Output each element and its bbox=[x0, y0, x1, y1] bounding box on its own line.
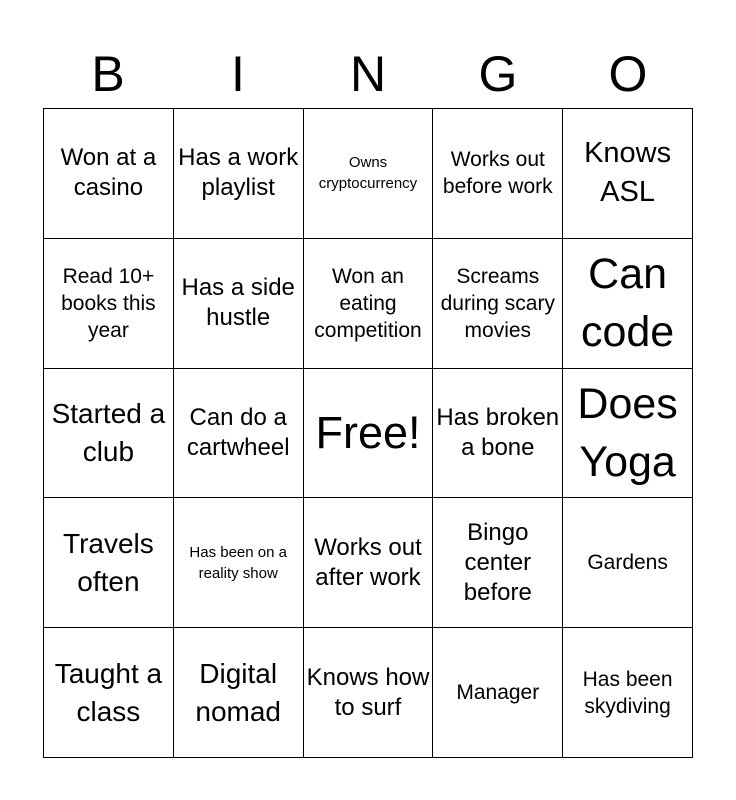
bingo-cell[interactable] bbox=[433, 628, 563, 758]
cell-text: Manager bbox=[456, 681, 540, 705]
cell-text: Knows ASL bbox=[584, 137, 672, 209]
cell-text: Bingo center before bbox=[463, 518, 532, 606]
bingo-cell[interactable] bbox=[433, 239, 563, 369]
cell-text: Read 10+ books this year bbox=[61, 264, 156, 342]
bingo-cell[interactable] bbox=[563, 369, 693, 499]
header-letter-g: G bbox=[478, 46, 518, 102]
bingo-cell[interactable] bbox=[563, 109, 693, 239]
cell-text: Owns cryptocurrency bbox=[318, 154, 418, 193]
bingo-cell[interactable] bbox=[304, 239, 434, 369]
header-letter-o: O bbox=[608, 46, 648, 102]
bingo-cell[interactable] bbox=[433, 498, 563, 628]
bingo-grid bbox=[43, 108, 693, 758]
cell-text: Screams during scary movies bbox=[440, 264, 555, 342]
cell-text: Gardens bbox=[587, 551, 668, 575]
cell-text: Won an eating competition bbox=[314, 264, 422, 342]
bingo-cell[interactable] bbox=[44, 369, 174, 499]
bingo-cell[interactable] bbox=[44, 628, 174, 758]
cell-text: Has broken a bone bbox=[436, 403, 560, 461]
bingo-cell[interactable] bbox=[433, 369, 563, 499]
cell-text: Knows how to surf bbox=[306, 663, 430, 721]
free-space-text: Free! bbox=[315, 406, 421, 458]
bingo-cell[interactable] bbox=[174, 498, 304, 628]
bingo-cell[interactable] bbox=[563, 498, 693, 628]
cell-text: Digital nomad bbox=[195, 657, 281, 727]
bingo-cell[interactable] bbox=[433, 109, 563, 239]
bingo-cell[interactable] bbox=[174, 369, 304, 499]
bingo-cell[interactable] bbox=[174, 239, 304, 369]
bingo-cell[interactable] bbox=[44, 498, 174, 628]
cell-text: Works out after work bbox=[314, 533, 422, 591]
cell-text: Has a work playlist bbox=[178, 144, 299, 202]
cell-text: Travels often bbox=[63, 527, 154, 597]
cell-text: Has been skydiving bbox=[582, 667, 673, 718]
bingo-cell[interactable] bbox=[174, 109, 304, 239]
bingo-cell[interactable] bbox=[563, 628, 693, 758]
bingo-header bbox=[43, 40, 693, 108]
cell-text: Taught a class bbox=[54, 657, 163, 727]
bingo-cell[interactable] bbox=[304, 498, 434, 628]
header-letter-b: B bbox=[91, 46, 125, 102]
bingo-cell[interactable] bbox=[44, 109, 174, 239]
header-letter-n: N bbox=[349, 46, 387, 102]
cell-text: Can do a cartwheel bbox=[186, 403, 290, 461]
header-letter-i: I bbox=[231, 46, 245, 102]
cell-text: Has a side hustle bbox=[181, 274, 295, 332]
bingo-cell[interactable] bbox=[174, 628, 304, 758]
bingo-cell[interactable] bbox=[563, 239, 693, 369]
bingo-cell[interactable] bbox=[304, 109, 434, 239]
cell-text: Started a club bbox=[51, 397, 166, 467]
bingo-cell[interactable] bbox=[44, 239, 174, 369]
cell-text: Does Yoga bbox=[577, 379, 678, 486]
free-space-cell[interactable] bbox=[304, 369, 434, 499]
cell-text: Can code bbox=[580, 250, 675, 357]
cell-text: Works out before work bbox=[442, 148, 553, 199]
cell-text: Has been on a reality show bbox=[189, 543, 287, 582]
cell-text: Won at a casino bbox=[60, 144, 157, 202]
bingo-cell[interactable] bbox=[304, 628, 434, 758]
